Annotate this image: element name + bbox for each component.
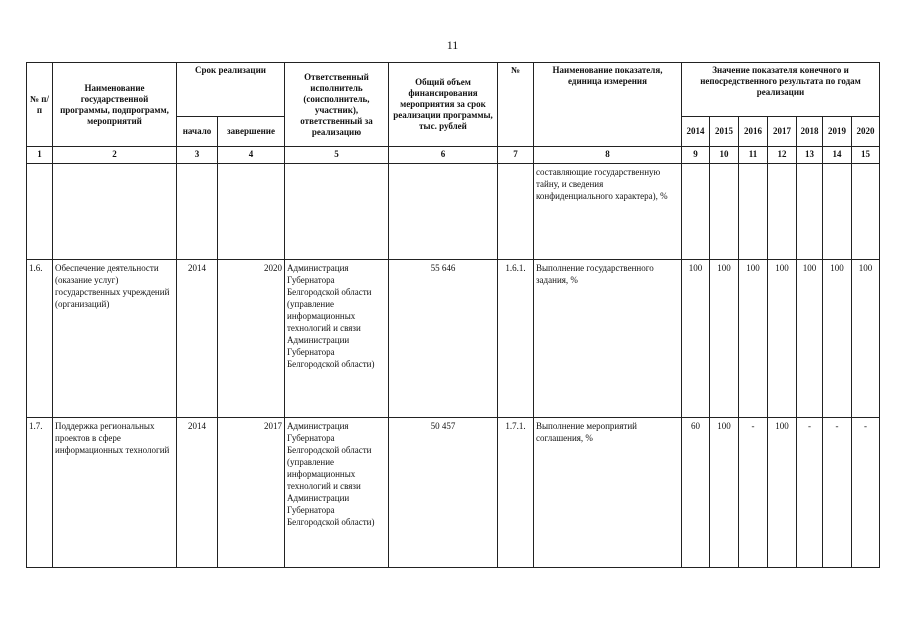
column-number: 6 [389, 147, 498, 164]
column-number-row [27, 147, 880, 164]
row-end: 2020 [218, 260, 285, 418]
page-number: 11 [446, 38, 459, 52]
column-number: 10 [710, 147, 739, 164]
header-period: Срок реализации [177, 63, 285, 117]
row-value [710, 164, 739, 260]
header-year: 2016 [739, 117, 768, 147]
row-name: Обеспечение деятельности (оказание услуг) государственных учреждений (организаций) [53, 260, 177, 418]
header-indicator-num: № [498, 63, 534, 147]
row-value [823, 164, 852, 260]
header-year: 2018 [797, 117, 823, 147]
row-indicator: составляющие государственную тайну, и сведения конфиденциального характера), % [534, 164, 682, 260]
header-year: 2019 [823, 117, 852, 147]
program-table [26, 62, 880, 568]
row-funding: 55 646 [389, 260, 498, 418]
header-num: № п/п [27, 63, 53, 147]
row-name [53, 164, 177, 260]
row-name: Поддержка региональных проектов в сфере информационных технологий [53, 418, 177, 568]
column-number: 12 [768, 147, 797, 164]
row-start: 2014 [177, 418, 218, 568]
header-end: завершение [218, 117, 285, 147]
header-name: Наименование государственной программы, подпрограмм, мероприятий [53, 63, 177, 147]
row-value: 100 [797, 260, 823, 418]
row-value: 100 [768, 418, 797, 568]
row-value [797, 164, 823, 260]
row-indicator: Выполнение государственного задания, % [534, 260, 682, 418]
row-executor [285, 164, 389, 260]
row-value: 100 [710, 260, 739, 418]
column-number: 2 [53, 147, 177, 164]
row-start [177, 164, 218, 260]
column-number: 8 [534, 147, 682, 164]
row-value: - [823, 418, 852, 568]
column-number: 1 [27, 147, 53, 164]
row-funding: 50 457 [389, 418, 498, 568]
row-value: 100 [768, 260, 797, 418]
row-indicator-num [498, 164, 534, 260]
row-value: 100 [682, 260, 710, 418]
row-num [27, 164, 53, 260]
row-indicator-num: 1.6.1. [498, 260, 534, 418]
table-row [27, 418, 880, 568]
row-num: 1.7. [27, 418, 53, 568]
column-number: 3 [177, 147, 218, 164]
row-funding [389, 164, 498, 260]
row-value [852, 164, 880, 260]
row-start: 2014 [177, 260, 218, 418]
header-year: 2014 [682, 117, 710, 147]
column-number: 13 [797, 147, 823, 164]
row-indicator: Выполнение мероприятий соглашения, % [534, 418, 682, 568]
header-year: 2020 [852, 117, 880, 147]
header-start: начало [177, 117, 218, 147]
row-end [218, 164, 285, 260]
column-number: 11 [739, 147, 768, 164]
header-year: 2017 [768, 117, 797, 147]
row-value: 100 [739, 260, 768, 418]
row-num: 1.6. [27, 260, 53, 418]
row-value: 100 [710, 418, 739, 568]
row-executor: Администрация Губернатора Белгородской области (управление информационных технологий и связи Администрации Губернатора Белгородской области) [285, 260, 389, 418]
header-funding: Общий объем финансирования мероприятия за срок реализации программы, тыс. рублей [389, 63, 498, 147]
column-number: 15 [852, 147, 880, 164]
row-value [768, 164, 797, 260]
header-executor: Ответственный исполнитель (соисполнитель, участник), ответственный за реализацию [285, 63, 389, 147]
column-number: 14 [823, 147, 852, 164]
row-end: 2017 [218, 418, 285, 568]
row-value: - [852, 418, 880, 568]
row-value: 100 [823, 260, 852, 418]
row-indicator-num: 1.7.1. [498, 418, 534, 568]
column-number: 5 [285, 147, 389, 164]
header-year: 2015 [710, 117, 739, 147]
row-value: 60 [682, 418, 710, 568]
table-row [27, 260, 880, 418]
row-value [682, 164, 710, 260]
column-number: 9 [682, 147, 710, 164]
column-number: 4 [218, 147, 285, 164]
row-value [739, 164, 768, 260]
table-row [27, 164, 880, 260]
column-number: 7 [498, 147, 534, 164]
row-value: - [739, 418, 768, 568]
row-value: - [797, 418, 823, 568]
header-indicator: Наименование показателя, единица измерения [534, 63, 682, 147]
header-values: Значение показателя конечного и непосредственного результата по годам реализации [682, 63, 880, 117]
row-value: 100 [852, 260, 880, 418]
row-executor: Администрация Губернатора Белгородской области (управление информационных технологий и связи Администрации Губернатора Белгородской области) [285, 418, 389, 568]
